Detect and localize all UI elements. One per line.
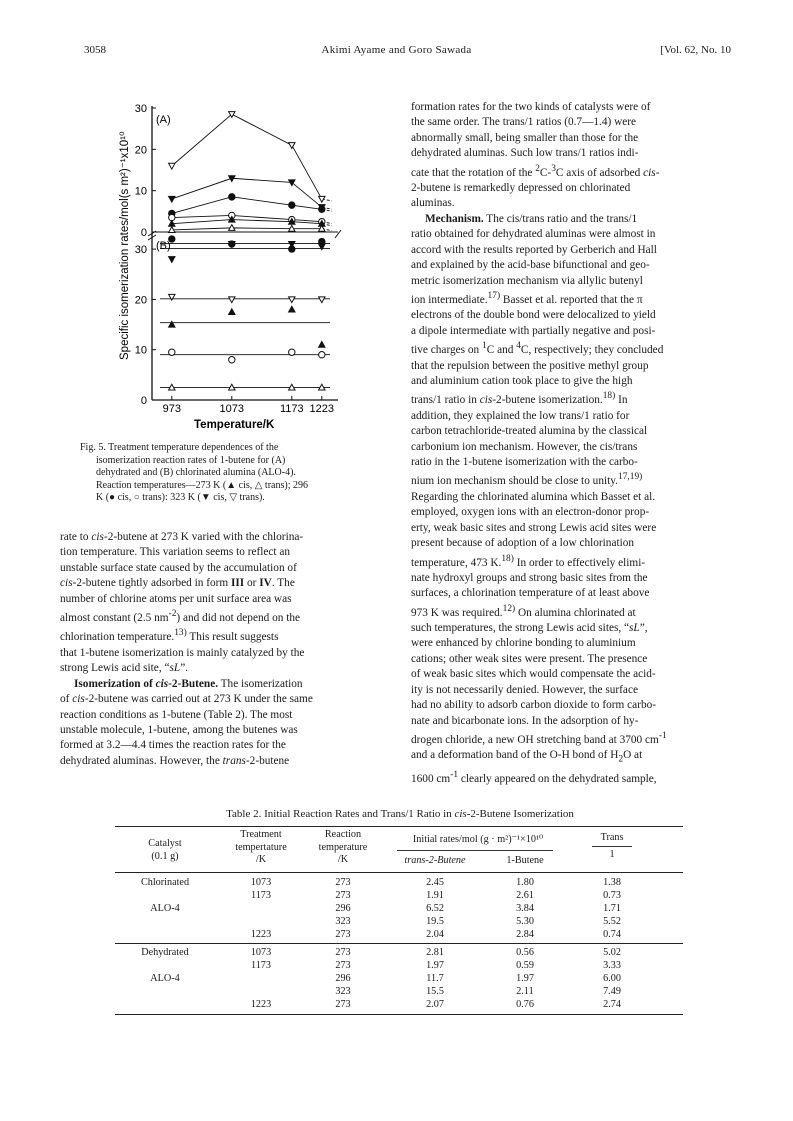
data-point [319,341,325,347]
table-cell: 1223 [250,999,272,1010]
table-cell: 0.73 [603,890,621,901]
table-cell: ALO-4 [150,973,180,984]
table-cell: 273 [335,999,351,1010]
table-cell: 1.97 [516,973,534,984]
x-tick-label: 1173 [279,403,304,415]
table-cell: 1173 [251,960,271,971]
table-cell: 2.74 [603,999,621,1010]
x-tick-label: 1073 [219,403,245,415]
col-header-rates: Initial rates/mol (g · m²)⁻¹×10¹⁰ [412,834,544,845]
table-cell: 6.00 [603,973,621,984]
data-point [169,349,175,355]
right-column-text [411,100,733,787]
table-row [115,929,683,942]
table-row [115,916,683,929]
data-point [169,163,175,169]
table-cell: 2.04 [426,929,444,940]
table-cell: 273 [335,877,351,888]
table-cell: 296 [335,973,351,984]
table-cell: 323 [335,916,351,927]
figure-5-plot [108,98,358,436]
table-cell: 273 [335,929,351,940]
table-cell: 2.81 [426,947,444,958]
table-cell: 2.84 [516,929,534,940]
data-point [289,306,295,312]
series-line [172,197,322,214]
table-cell: Chlorinated [140,877,190,888]
data-point [289,297,295,303]
table-cell: 5.30 [516,916,534,927]
col-header-ratio [577,832,647,860]
table-cell: 273 [335,890,351,901]
y-tick-label: 0 [140,227,147,239]
data-point [289,202,295,208]
header-text: Catalyst [148,838,182,849]
table-row [115,986,683,999]
table-title-text: Table 2. Initial Reaction Rates and Trans/1 Ratio in cis-2-Butene Isomerization [226,808,574,820]
data-point [229,357,235,363]
rates-underline [397,850,553,851]
table-cell: 0.74 [603,929,621,940]
header-text: 1 [609,849,615,860]
caption-line: K (● cis, ○ trans): 323 K (▼ cis, ▽ trans). [96,492,265,503]
y-tick-label: 0 [140,395,147,407]
table-row [115,973,683,986]
table-row [115,890,683,903]
figure-5 [108,98,358,436]
table-cell: 5.52 [603,916,621,927]
table-row [115,999,683,1012]
table-cell: Dehydrated [141,947,189,958]
y-tick-label: 30 [134,103,147,115]
col-header-treatment [215,829,307,867]
y-tick-label: 10 [134,185,147,198]
table-cell: 1073 [250,947,272,958]
y-tick-label: 10 [134,344,147,357]
panel-a-label: (A) [156,114,171,126]
table-cell: 0.76 [516,999,534,1010]
table-cell: 6.52 [426,903,444,914]
table-2 [115,826,683,1024]
table-bottom-rule [115,1014,683,1015]
header-text: /K [337,854,349,865]
data-point [229,297,235,303]
data-point [289,143,295,149]
data-point [229,194,235,200]
col-header-trans-butene: trans-2-Butene [404,855,466,866]
y-tick-label: 20 [134,144,147,157]
left-column-text [60,530,391,769]
table-cell: 1223 [250,929,272,940]
table-cell: 1.97 [426,960,444,971]
x-tick-label: 973 [162,403,181,415]
data-point [319,297,325,303]
col-header-catalyst [115,829,215,863]
data-point [169,196,175,202]
table-cell: 2.45 [426,877,444,888]
table-cell: 3.84 [516,903,534,914]
header-text: tempertature [235,841,287,853]
header-text: /K [255,854,267,865]
figure-5-caption [80,442,380,505]
caption-line: dehydrated and (B) chlorinated alumina (ALO-4). [96,467,296,478]
data-point [319,352,325,358]
col-header-reaction [301,829,385,867]
table-cell: 7.49 [603,986,621,997]
x-axis-label: Temperature/K [194,419,275,431]
x-tick-label: 1223 [309,403,335,415]
data-point [229,309,235,315]
series-line [172,178,322,207]
header-text: Treatment [240,829,282,840]
caption-line: isomerization reaction rates of 1-butene for (A) [96,454,286,466]
running-head-authors: Akimi Ayame and Goro Sawada [321,44,472,56]
paragraph: formation rates for the two kinds of catalysts were of the same order. The trans/1 ratios (0.7—1.4) were abnormally small, being smaller than those for the dehydrated aluminas. Such low trans/1 ratios indi- cate that the rotation of the $^2$C-$^3$C axis of adsorbed cis- 2-butene is remarkedly depressed on chlorinated aluminas. [411,101,660,210]
table-cell: 2.11 [516,986,534,997]
data-point [289,349,295,355]
table-cell: 1.80 [516,877,534,888]
page-number: 3058 [84,44,106,56]
table-cell: 0.59 [516,960,534,971]
table-cell: 2.07 [426,999,444,1010]
axis-break-mark [335,230,341,238]
table-cell: 1173 [251,890,271,901]
table-cell: 1.38 [603,877,621,888]
table-2-title [120,808,680,820]
data-point [319,206,325,212]
table-cell: 1.91 [426,890,444,901]
table-cell: 11.7 [426,973,444,984]
table-cell: 19.5 [426,916,444,927]
table-cell: 3.33 [603,960,621,971]
table-cell: 273 [335,960,351,971]
series-line [172,215,322,221]
table-cell: 2.61 [516,890,534,901]
y-tick-label: 20 [134,294,147,307]
table-cell: 296 [335,903,351,914]
table-cell: 273 [335,947,351,958]
table-row [115,947,683,960]
panel-b-label: (B) [156,240,171,252]
header-text: (0.1 g) [151,850,179,862]
y-tick-label: 30 [134,244,147,257]
running-head-journal: [Vol. 62, No. 10 [660,44,731,56]
caption-line: Fig. 5. Treatment temperature dependences of the [80,442,279,453]
paragraph: Isomerization of cis-2-Butene. The isomerization of cis-2-butene was carried out at 273 K under the same reaction conditions as 1-butene (Table 2). The most unstable molecule, 1-butene, among the butenes was formed at 3.2—4.4 times the reaction rates for the dehydrated aluminas. However, the trans-2-butene [60,677,313,767]
series-line [172,228,322,230]
header-text: Trans [600,832,624,843]
data-point [169,257,175,263]
header-text: temperature [318,841,368,853]
y-axis-label: Specific isomerization rates/mol(s m²)⁻¹x10¹⁰ [119,131,131,360]
header-text: Reaction [324,829,362,840]
table-row [115,903,683,916]
table-row [115,877,683,890]
table-cell: ALO-4 [150,903,180,914]
table-cell: 1073 [250,877,272,888]
series-line [172,114,322,199]
table-cell: 0.56 [516,947,534,958]
caption-line: Reaction temperatures—273 K (▲ cis, △ trans); 296 [96,479,308,491]
paragraph: rate to cis-2-butene at 273 K varied with the chlorina- tion temperature. This variation seems to reflect an unstable surface state caused by the accumulation of cis-2-butene tightly adsorbed in form III or IV. The number of chlorine atoms per unit surface area was almost constant (2.5 $nm^{-2}$) and did not depend on the chlorination temperature.$^{13)}$ This result suggests that 1-butene isomerization is mainly catalyzed by the strong Lewis acid site, “sL”. [60,531,305,675]
table-cell: 1.71 [603,903,621,914]
table-cell: 5.02 [603,947,621,958]
paragraph: Mechanism. The cis/trans ratio and the trans/1 ratio obtained for dehydrated aluminas were almost in accord with the results reported by Gerberich and Hall and explained by the acid-base bifunctional and geo- metric isomerization mechanism via allylic butenyl ion intermediate.$^{17)}$ Basset et al. reported that the π electrons of the double bond were delocalized to yield a dipole intermediate with partially negative and posi- tive charges on $^1$C and $^4$C, respectively; they concluded that the repulsion between the positive methyl group and aluminium cation took place to give the high trans/1 ratio in cis-2-butene isomerization.$^{18)}$ In addition, they explained the low trans/1 ratio for carbon tetrachloride-treated alumina by the classical carbonium ion mechanism. However, the cis/trans ratio in the 1-butene isomerization with the carbo- nium ion mechanism should be close to unity.$^{17,19)}$ Regarding the chlorinated alumina which Basset et al. employed, oxygen ions with an electron-donor prop- erty, weak basic sites and strong Lewis acid sites were present because of adoption of a low chlorination temperature, 473 K.$^{18)}$ In order to effectively elimi- nate hydroxyl groups and strong basic sites from the surfaces, a chlorination temperature of at least above 973 K was required.$^{12)}$ On alumina chlorinated at such temperatures, the strong Lewis acid sites, “sL”, were enhanced by chlorine bonding to aluminium cations; other weak sites were present. The presence of weak basic sites which would compensate the acid- ity is not necessarily denied. However, the surface had no ability to adsorb carbon dioxide to form carbo- nate and bicarbonate ions. In the adsorption of hy- drogen chloride, a new OH stretching band at 3700 $cm^{-1}$ and a deformation band of the O-H bond of $H_2O$ at 1600 $cm^{-1}$ clearly appeared on the dehydrated sample, [411,212,667,785]
table-cell: 15.5 [426,986,444,997]
group-divider [115,943,683,944]
col-header-1-butene: 1-Butene [506,855,544,866]
table-cell: 323 [335,986,351,997]
table-row [115,960,683,973]
